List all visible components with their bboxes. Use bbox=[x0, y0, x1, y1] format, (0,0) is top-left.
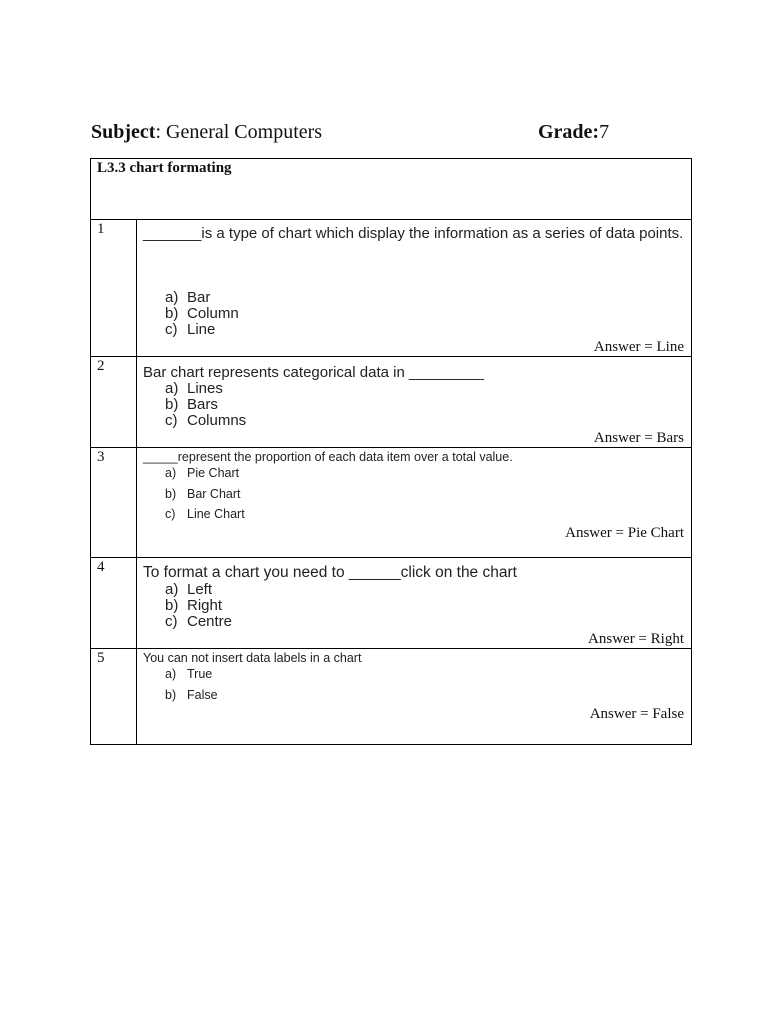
option-item bbox=[165, 664, 218, 685]
option-item bbox=[165, 306, 239, 322]
option-letter: a) bbox=[165, 289, 179, 306]
grade-line bbox=[538, 121, 609, 144]
option-text: Bars bbox=[187, 396, 218, 413]
option-letter: c) bbox=[165, 613, 178, 630]
answer-text: Answer = Bars bbox=[593, 430, 684, 446]
option-letter: a) bbox=[165, 466, 177, 480]
option-text: Column bbox=[187, 305, 239, 322]
question-stem: You can not insert data labels in a chart bbox=[143, 651, 362, 665]
option-text: Centre bbox=[187, 613, 233, 630]
question-cell bbox=[137, 220, 692, 357]
question-cell bbox=[137, 649, 692, 745]
question-number: 2 bbox=[97, 358, 105, 374]
option-letter: b) bbox=[165, 486, 177, 501]
option-item bbox=[165, 504, 245, 525]
option-item bbox=[165, 322, 239, 338]
question-cell bbox=[137, 357, 692, 448]
question-stem: _______is a type of chart which display the information as a series of data points. bbox=[143, 225, 684, 242]
option-letter: c) bbox=[165, 321, 178, 338]
question-stem: To format a chart you need to ______click on the chart bbox=[143, 564, 517, 581]
option-text: False bbox=[187, 687, 218, 702]
question-row bbox=[91, 558, 692, 649]
option-item bbox=[165, 598, 232, 614]
option-item bbox=[165, 413, 246, 429]
question-number: 1 bbox=[97, 221, 105, 237]
answer-text: Answer = Right bbox=[588, 631, 684, 647]
answer-text: Answer = Line bbox=[593, 339, 684, 355]
option-letter: a) bbox=[165, 581, 179, 598]
option-text: Right bbox=[187, 597, 223, 614]
question-number-cell bbox=[91, 649, 137, 745]
option-item bbox=[165, 290, 239, 306]
question-number-cell bbox=[91, 220, 137, 357]
option-letter: b) bbox=[165, 396, 179, 413]
option-letter: b) bbox=[165, 687, 177, 702]
option-letter: b) bbox=[165, 305, 179, 322]
lesson-title: L3.3 chart formating bbox=[97, 160, 232, 176]
option-item bbox=[165, 582, 232, 598]
grade-value: 7 bbox=[599, 121, 610, 143]
answer-text: Answer = Pie Chart bbox=[565, 525, 684, 541]
option-text: Bar bbox=[187, 289, 211, 306]
option-item bbox=[165, 685, 218, 706]
question-cell bbox=[137, 558, 692, 649]
option-text: Left bbox=[187, 581, 213, 598]
option-item bbox=[165, 484, 245, 505]
option-text: Line bbox=[187, 321, 216, 338]
question-number: 5 bbox=[97, 650, 105, 666]
question-row bbox=[91, 448, 692, 558]
question-row bbox=[91, 357, 692, 448]
option-text: Bar Chart bbox=[187, 486, 241, 501]
option-text: Columns bbox=[187, 412, 247, 429]
option-letter: c) bbox=[165, 412, 178, 429]
option-letter: a) bbox=[165, 380, 179, 397]
quiz-table bbox=[90, 158, 692, 745]
option-item bbox=[165, 463, 245, 484]
question-number-cell bbox=[91, 357, 137, 448]
option-text: Line Chart bbox=[187, 507, 245, 521]
option-item bbox=[165, 397, 246, 413]
question-row bbox=[91, 649, 692, 745]
question-cell bbox=[137, 448, 692, 558]
option-text: Pie Chart bbox=[187, 466, 240, 480]
option-letter: c) bbox=[165, 507, 176, 521]
question-number-cell bbox=[91, 448, 137, 558]
question-row bbox=[91, 220, 692, 357]
question-stem: _____represent the proportion of each data item over a total value. bbox=[143, 450, 513, 464]
answer-text: Answer = False bbox=[589, 706, 684, 722]
grade-label: Grade: bbox=[538, 121, 600, 143]
title-row bbox=[91, 159, 692, 220]
subject-line bbox=[91, 121, 322, 144]
option-item bbox=[165, 381, 246, 397]
option-text: Lines bbox=[187, 380, 223, 397]
options-list bbox=[165, 290, 239, 338]
options-list bbox=[165, 582, 232, 630]
question-number: 3 bbox=[97, 449, 105, 465]
option-letter: a) bbox=[165, 667, 177, 681]
question-stem: Bar chart represents categorical data in _________ bbox=[143, 364, 485, 381]
subject-label: Subject bbox=[91, 121, 156, 143]
question-number: 4 bbox=[97, 559, 105, 575]
options-list bbox=[165, 664, 218, 705]
option-letter: b) bbox=[165, 597, 179, 614]
document-header bbox=[91, 121, 691, 147]
question-number-cell bbox=[91, 558, 137, 649]
options-list bbox=[165, 381, 246, 429]
options-list bbox=[165, 463, 245, 525]
subject-value: : General Computers bbox=[155, 121, 323, 143]
option-item bbox=[165, 614, 232, 630]
option-text: True bbox=[187, 667, 213, 681]
title-cell bbox=[91, 159, 692, 220]
